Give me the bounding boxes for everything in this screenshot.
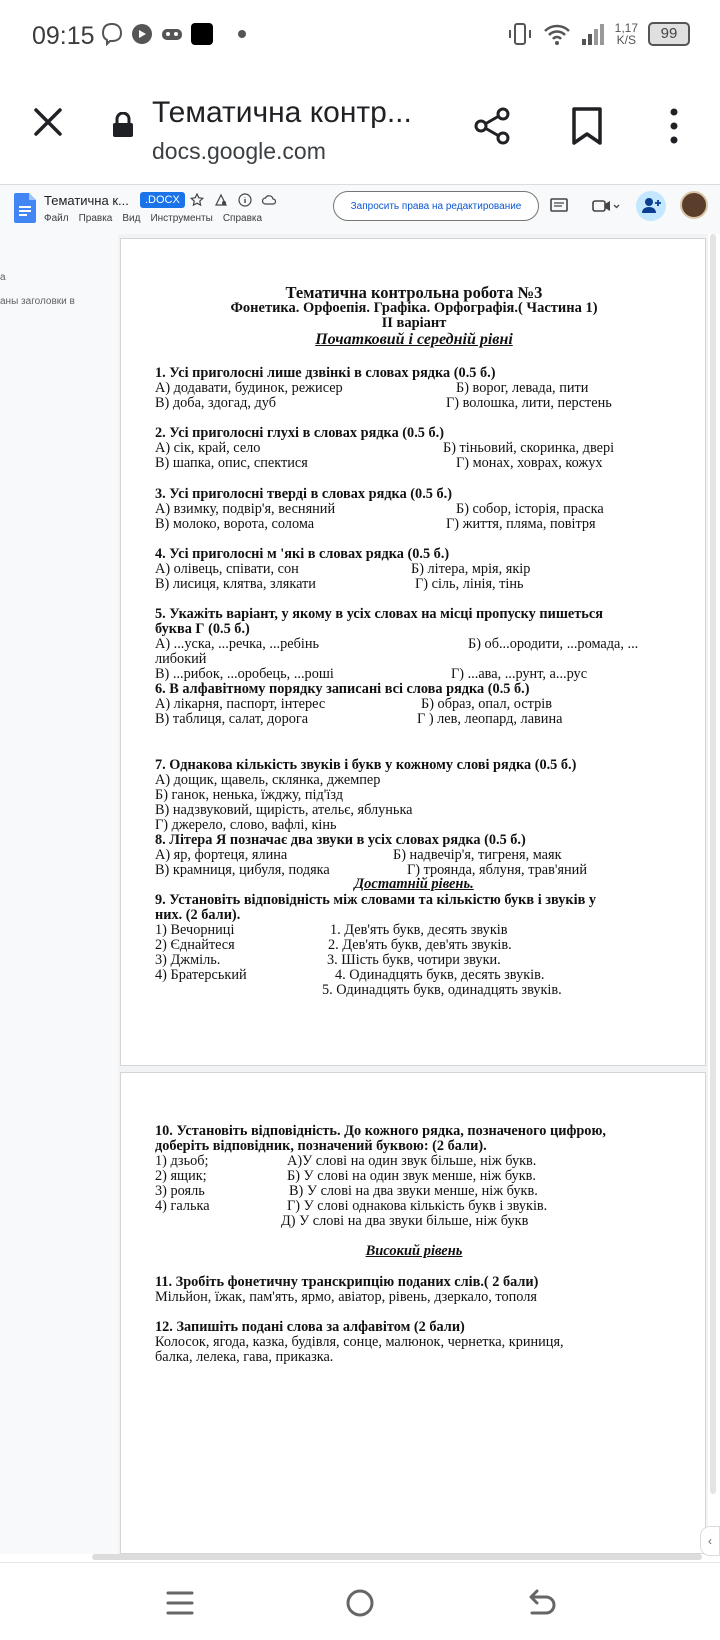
recents-icon[interactable] [160,1583,200,1623]
level-heading-2: Достатній рівень. [354,876,474,892]
net-speed-unit: K/S [616,33,636,47]
question-5-line-1: 5. Укажіть варіант, у якому в усіх словах на місці пропуску пишеться [155,606,603,622]
doc-subtitle: Фонетика. Орфоепія. Графіка. Орфографія.( Частина 1) [230,300,598,316]
comment-icon[interactable] [550,198,568,214]
podcast-icon [130,22,154,46]
q1-option-c: В) доба, здогад, дуб [155,395,277,411]
back-icon[interactable] [520,1583,560,1623]
question-6: 6. В алфавітному порядку записані всі слова рядка (0.5 б.) [155,681,530,697]
q7-option-a: А) дощик, щавель, склянка, джемпер [155,772,381,788]
battery-indicator: 99 [648,22,690,46]
status-time: 09:15 [32,22,95,50]
docs-toolbar [0,184,720,234]
menu-edit[interactable]: Правка [78,213,113,224]
info-icon[interactable] [238,193,252,207]
q9-answer-4: 4. Одинадцять букв, десять звуків. [335,967,545,983]
question-4: 4. Усі приголосні м 'які в словах рядка (0.5 б.) [155,546,450,562]
question-1: 1. Усі приголосні лише дзвінкі в словах рядка (0.5 б.) [155,365,496,381]
q6-option-a: А) лікарня, паспорт, інтерес [155,696,326,712]
question-11: 11. Зробіть фонетичну транскрипцію поданих слів.( 2 бали) [155,1274,539,1290]
question-9-line-1: 9. Установіть відповідність між словами та кількістю букв і звуків у [155,892,597,908]
outline-hint: аны заголовки в [0,296,75,307]
chevron-left-icon: ‹ [708,1534,712,1548]
q3-option-c: В) молоко, ворота, солома [155,516,315,532]
question-2: 2. Усі приголосні глухі в словах рядка (0.5 б.) [155,425,444,441]
signal-icon [581,22,605,46]
share-button[interactable] [636,191,666,221]
q4-option-d: Г) сіль, лінія, тінь [415,576,524,592]
q9-answer-3: 3. Шість букв, чотири звуки. [327,952,501,968]
q5-option-d: Г) ...ава, ...рунт, а...рус [451,666,588,682]
q8-option-b: Б) надвечір'я, тигреня, маяк [393,847,562,863]
q10-answer-e: Д) У слові на два звуки більше, ніж букв [281,1213,529,1229]
question-10-line-2: доберіть відповідник, позначений буквою: (2 бали). [155,1138,487,1154]
q12-text-line-2: балка, лелека, гава, приказка. [155,1349,334,1365]
q3-option-b: Б) собор, історія, праска [456,501,604,517]
doc-variant: II варіант [381,315,447,331]
q1-option-b: Б) ворог, левада, пити [456,380,589,396]
star-icon[interactable] [190,193,204,207]
share-icon[interactable] [472,106,512,146]
vibrate-icon [507,22,533,46]
q2-option-a: А) сік, край, село [155,440,261,456]
page-title: Тематична контр... [152,96,412,129]
doc-title: Тематична контрольна робота №3 [285,283,543,302]
q10-word-2: 2) ящик; [155,1168,207,1184]
q10-answer-b: Б) У слові на один звук менше, ніж букв. [287,1168,536,1184]
docx-badge: .DOCX [140,192,185,208]
q6-option-b: Б) образ, опал, острів [421,696,552,712]
q9-answer-1: 1. Дев'ять букв, десять звуків [330,922,508,938]
menu-tools[interactable]: Инструменты [150,213,213,224]
q5-option-b: Б) об...ородити, ...ромада, ... [468,636,639,652]
lock-icon[interactable] [112,112,134,138]
q1-option-a: А) додавати, будинок, режисер [155,380,343,396]
q7-option-d: Г) джерело, слово, вафлі, кінь [155,817,337,833]
q10-word-4: 4) галька [155,1198,210,1214]
status-right [507,22,690,46]
q10-word-1: 1) дзьоб; [155,1153,209,1169]
browser-header [0,72,720,184]
q10-answer-c: В) У слові на два звуки менше, ніж букв. [289,1183,538,1199]
black-square-icon [190,22,214,46]
outline-panel [0,234,118,1554]
document-page-1 [120,238,706,1066]
net-speed-value: 1,17 [614,21,638,35]
navigation-bar [0,1562,720,1640]
q4-option-b: Б) літера, мрія, якір [411,561,531,577]
doc-menu [44,213,262,224]
move-icon[interactable] [214,193,228,207]
vertical-scrollbar[interactable] [710,234,716,1494]
menu-help[interactable]: Справка [222,213,263,224]
q3-option-d: Г) життя, пляма, повітря [446,516,596,532]
side-panel-toggle[interactable] [700,1526,720,1556]
more-vert-icon[interactable] [664,106,684,146]
question-5-line-2: буква Г (0.5 б.) [155,621,250,637]
meet-icon[interactable] [592,199,620,213]
q10-word-3: 3) рояль [155,1183,205,1199]
dot-icon [230,22,254,46]
close-icon[interactable] [28,102,68,142]
q5-option-b-continued: либокий [155,651,207,667]
page-url[interactable]: docs.google.com [152,138,326,164]
q8-option-c: В) крамниця, цибуля, подяка [155,862,330,878]
level-heading-1: Початковий і середній рівні [315,331,513,348]
document-page-2 [120,1072,706,1554]
q7-option-b: Б) ганок, ненька, їжджу, під'їзд [155,787,344,803]
q9-answer-5: 5. Одинадцять букв, одинадцять звуків. [322,982,562,998]
q10-answer-a: А)У слові на один звук більше, ніж букв. [287,1153,537,1169]
google-docs-logo-icon[interactable] [14,193,36,223]
menu-file[interactable]: Файл [44,213,69,224]
gamepad-icon [160,22,184,46]
q7-option-c: В) надзвуковий, щирість, ательє, яблунька [155,802,413,818]
home-icon[interactable] [340,1583,380,1623]
q8-option-d: Г) троянда, яблуня, трав'яний [407,862,587,878]
q9-word-1: 1) Вечорниці [155,922,235,938]
viber-icon [100,22,124,46]
q6-option-c: В) таблиця, салат, дорога [155,711,309,727]
q10-answer-d: Г) У слові однакова кількість букв і звуків. [287,1198,548,1214]
menu-view[interactable]: Вид [122,213,141,224]
question-3: 3. Усі приголосні тверді в словах рядка (0.5 б.) [155,486,452,502]
q4-option-c: В) лисиця, клятва, злякати [155,576,316,592]
bookmark-icon[interactable] [570,106,604,146]
horizontal-scrollbar[interactable] [92,1554,702,1560]
document-canvas[interactable] [118,234,708,1554]
q5-option-a: А) ...уска, ...речка, ...ребінь [155,636,320,652]
wifi-icon [543,22,571,46]
status-bar [0,0,720,72]
q11-text: Мільйон, їжак, пам'ять, ярмо, авіатор, рівень, дзеркало, тополя [155,1289,537,1305]
question-12: 12. Запишіть подані слова за алфавітом (2 бали) [155,1319,465,1335]
question-10-line-1: 10. Установіть відповідність. До кожного рядка, позначеного цифрою, [155,1123,606,1139]
cloud-saved-icon[interactable] [262,193,276,207]
question-9-line-2: них. (2 бали). [155,907,241,923]
q9-word-3: 3) Джміль. [155,952,221,968]
question-8: 8. Літера Я позначає два звуки в усіх словах рядка (0.5 б.) [155,832,526,848]
request-edit-button[interactable]: Запросить права на редактирование [333,191,539,221]
q3-option-a: А) взимку, подвір'я, весняний [155,501,336,517]
person-add-icon [636,191,666,221]
q6-option-d: Г ) лев, леопард, лавина [417,711,563,727]
q1-option-d: Г) волошка, лити, перстень [446,395,612,411]
q8-option-a: А) яр, фортеця, ялина [155,847,288,863]
q12-text-line-1: Колосок, ягода, казка, будівля, сонце, малюнок, чернетка, криниця, [155,1334,564,1350]
outline-mark: a [0,272,6,283]
net-speed [615,22,638,46]
level-heading-3: Високий рівень [365,1243,463,1259]
q5-option-c: В) ...рибок, ...оробець, ...роші [155,666,334,682]
question-7: 7. Однакова кількість звуків і букв у кожному слові рядка (0.5 б.) [155,757,577,773]
q9-word-2: 2) Єднайтеся [155,937,235,953]
avatar[interactable] [680,191,708,219]
q4-option-a: А) олівець, співати, сон [155,561,299,577]
q9-answer-2: 2. Дев'ять букв, дев'ять звуків. [328,937,512,953]
q2-option-b: Б) тіньовий, скоринка, двері [443,440,615,456]
doc-name[interactable]: Тематична к... [44,193,129,208]
q9-word-4: 4) Братерський [155,967,247,983]
q2-option-d: Г) монах, ховрах, кожух [456,455,603,471]
q2-option-c: В) шапка, опис, спектися [155,455,308,471]
